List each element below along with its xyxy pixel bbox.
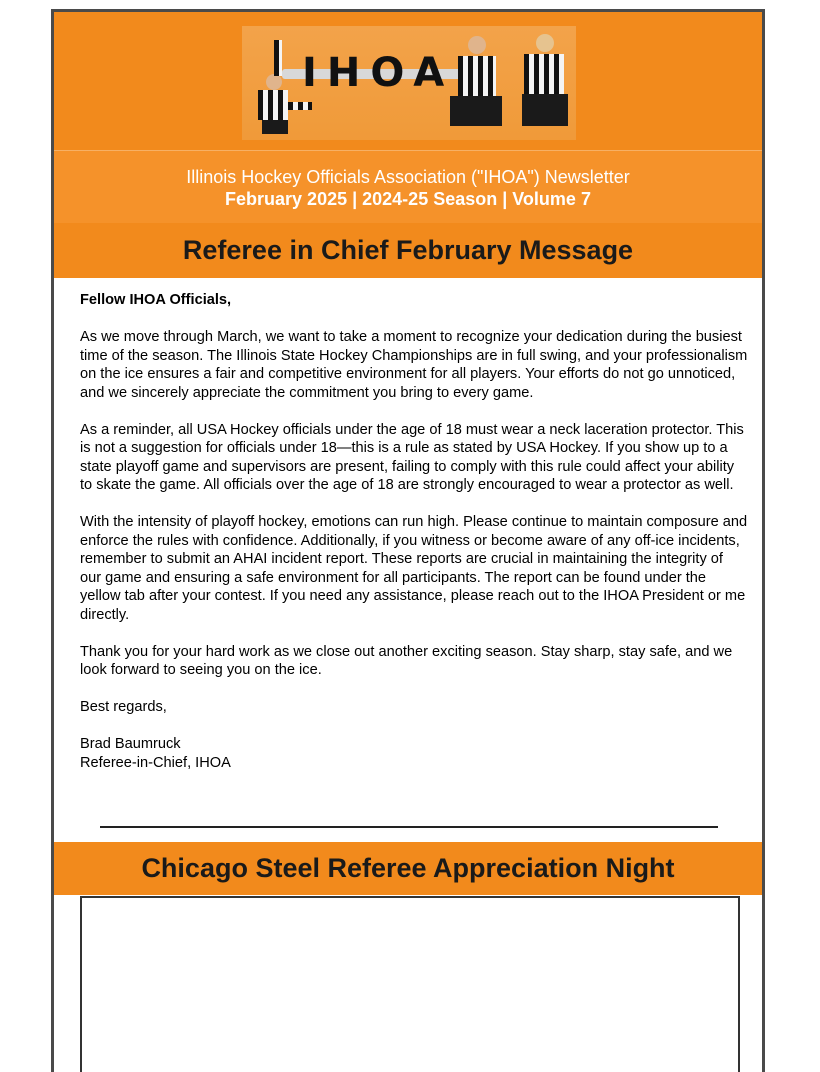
signature-block (80, 735, 748, 772)
paragraph: As a reminder, all USA Hockey officials under the age of 18 must wear a neck laceration protector. This is not a suggestion for officials under 18—this is a rule as stated by USA Hockey. If you show up to a state playoff game and supervisors are present, failing to comply with this rule could affect your ability to skate the game. All officials over the age of 18 are strongly encouraged to wear a protector as well. (80, 421, 744, 493)
greeting: Fellow IHOA Officials, (80, 292, 232, 308)
newsletter-title-band (54, 150, 762, 224)
referee-figure-right (518, 30, 574, 136)
closing: Best regards, (80, 699, 167, 715)
event-image-frame (80, 896, 740, 1072)
section-heading-ric-message: Referee in Chief February Message (54, 223, 762, 278)
section-divider (100, 826, 718, 828)
newsletter-issue: February 2025 | 2024-25 Season | Volume 7 (225, 189, 591, 209)
newsletter-frame (51, 9, 765, 1072)
signature-name: Brad Baumruck (80, 736, 181, 752)
paragraph: As we move through March, we want to take a moment to recognize your dedication during the busiest time of the season. The Illinois State Hockey Championships are in full swing, and your professionalism on the ice ensures a fair and competitive environment for all players. Your efforts do not go unnoticed, and we sincerely appreciate the commitment you bring to every game. (80, 329, 748, 401)
logo-text: IHOA (302, 50, 455, 96)
paragraph: Thank you for your hard work as we close out another exciting season. Stay sharp, stay safe, and we look forward to seeing you on the ice. (80, 643, 733, 678)
ric-message-body (80, 291, 748, 772)
newsletter-title: Illinois Hockey Officials Association ("IHOA") Newsletter (186, 167, 630, 187)
section-heading-appreciation-night: Chicago Steel Referee Appreciation Night (54, 842, 762, 895)
signature-title: Referee-in-Chief, IHOA (80, 754, 231, 771)
referee-figure-middle (448, 32, 508, 136)
ihoa-logo (242, 26, 576, 140)
paragraph: With the intensity of playoff hockey, emotions can run high. Please continue to maintain composure and enforce the rules with confidence. Additionally, if you witness or become aware of any off-ice incidents, remember to submit an AHAI incident report. These reports are crucial in maintaining the integrity of our game and ensuring a safe environment for all participants. The report can be found under the yellow tab after your contest. If you need any assistance, please reach out to the IHOA President or me directly. (80, 514, 748, 623)
header-banner (54, 12, 762, 150)
